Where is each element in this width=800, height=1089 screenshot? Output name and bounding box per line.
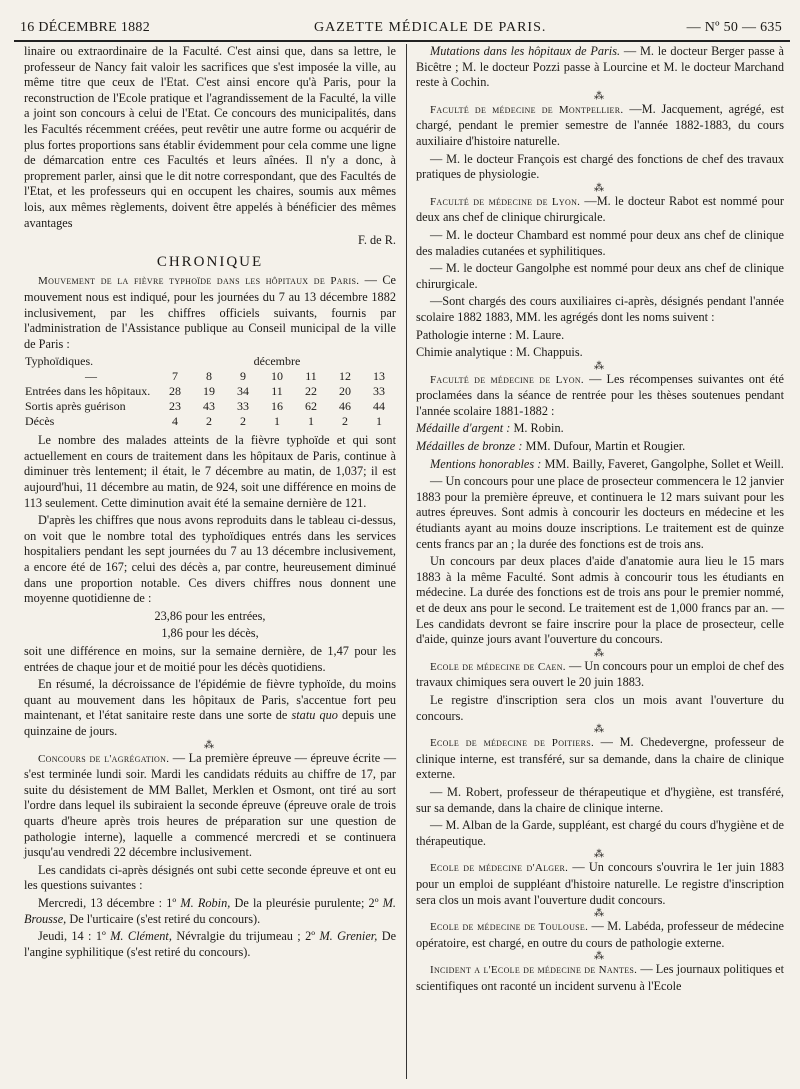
award-names: MM. Dufour, Martin et Rougier. xyxy=(525,439,686,454)
table-day: 12 xyxy=(339,369,351,384)
lyon-paragraph xyxy=(416,194,784,226)
section-separator-stars: ⁂ xyxy=(594,951,606,963)
montpellier-text: —M. Jacquement, agrégé, est chargé, pendant le premier semestre de l'année 1882-1883, du cours auxiliaire d'histoire naturelle. xyxy=(416,101,785,148)
candidate-name: M. Robin, xyxy=(180,895,231,910)
table-cell: 2 xyxy=(342,414,348,429)
table-cell: 4 xyxy=(172,414,178,429)
section-separator-stars: ⁂ xyxy=(594,908,606,920)
table-cell: 62 xyxy=(305,399,317,414)
poitiers-text: — M. Chedevergne, professeur de clinique interne, est transféré, sur sa demande, dans la chaire de clinique externe. xyxy=(416,735,785,782)
table-month: décembre xyxy=(253,354,301,369)
table-header-row xyxy=(24,354,396,369)
faculty-article-end: linaire ou extraordinaire de la Faculté. C'est ainsi que, dans sa lettre, le professeur de Nancy fait valoir les sacrifices que s'est imposée la ville, au même titre que ceux de l'Etat. C'est ainsi encore qu'à Paris, pour la reconstruction de l'Ecole pratique et l'agrandissement de la Faculté, la ville a joint son concours à celui de l'Etat. Ce concours des municipalités, dans les Facultés récemment créées, peut revêtir une autre forme ou acquérir de plus fortes proportions sans établir évidemment pour cela comme une ligne de démarcation entre ces Facultés et leurs aînées. Il n'y a donc, à proprement parler, ainsi que le dit notre correspondant, que des Facultés de l'Etat, et les professeurs qui en occupent les chaires, soumis aux mêmes lois, aux mêmes règlements, doivent être appelés à bénéficier des mêmes avantages xyxy=(24,44,396,230)
lyon-paragraph-4: —Sont chargés des cours auxiliaires ci-après, désignés pendant l'année scolaire 1882 1883, MM. les agrégés dont les noms suivent : xyxy=(416,294,784,324)
mutations-heading: Mutations dans les hôpitaux de Paris. xyxy=(430,44,621,58)
table-cell: 16 xyxy=(271,399,283,414)
agregation-text: — La première épreuve — épreuve écrite — s'est terminée lundi soir. Mardi les candidats réduits au chiffre de 17, par suite du désistement de MM Ballet, Merklen et Osmont, ont tiré au sort l'ordre dans lequel ils subiraient la seconde épreuve (épreuve orale de trois quarts d'heure après trois heures de préparation sur une question de pathologie interne), laquelle a commencé mercredi et se continuera jusqu'au vendredi 22 décembre inclusivement. xyxy=(24,750,397,860)
lyon-heading: Faculté de médecine de Lyon. xyxy=(430,373,584,386)
alger-text: — Un concours s'ouvrira le 1er juin 1883 pour un emploi de suppléant d'histoire naturelle. Le registre d'inscription sera clos un mois avant l'ouverture dudit concours. xyxy=(416,860,784,907)
award-mentions xyxy=(416,457,784,473)
table-cell: 11 xyxy=(271,384,283,399)
table-cell: 2 xyxy=(240,414,246,429)
alger-heading: Ecole de médecine d'Alger. xyxy=(430,862,569,875)
montpellier-heading: Faculté de médecine de Montpellier. xyxy=(430,103,624,116)
thursday-paragraph xyxy=(24,929,396,960)
article-signature: F. de R. xyxy=(358,233,396,248)
table-dash: — xyxy=(85,369,97,384)
candidate-name: M. Clément, xyxy=(110,929,172,944)
column-divider xyxy=(406,44,407,1079)
average-entries: 23,86 pour les entrées, xyxy=(154,608,266,623)
candidate-name: M. Grenier, xyxy=(319,929,378,944)
poitiers-paragraph-3: — M. Alban de la Garde, suppléant, est chargé du cours d'hygiène et de thérapeutique. xyxy=(416,818,784,848)
table-days-row xyxy=(24,369,396,384)
table-day: 8 xyxy=(206,369,212,384)
table-day: 7 xyxy=(172,369,178,384)
wednesday-question: De l'urticaire (s'est retiré du concours). xyxy=(69,911,261,926)
table-cell: 20 xyxy=(339,384,351,399)
table-col-label: Typhoïdiques. xyxy=(25,354,94,369)
table-cell: 1 xyxy=(308,414,314,429)
montpellier-paragraph-2: — M. le docteur François est chargé des fonctions de chef des travaux pratiques de physiologie. xyxy=(416,151,784,182)
mutations-text: — M. le docteur Berger passe à Bicêtre ; M. le docteur Pozzi passe à Lourcine et M. le docteur Marchand reste à Cochin. xyxy=(416,44,784,90)
lyon-awards-text: — Les récompenses suivantes ont été proclamées dans la séance de rentrée pour les thèses soutenues pendant l'année scolaire 1881-1882 : xyxy=(416,371,785,418)
table-row xyxy=(24,399,396,414)
section-separator-stars: ⁂ xyxy=(204,739,216,751)
caen-paragraph-2: Le registre d'inscription sera clos un mois avant l'ouverture du concours. xyxy=(416,692,784,723)
table-day: 13 xyxy=(373,369,385,384)
table-cell: 33 xyxy=(373,384,385,399)
toulouse-text: — M. Labéda, professeur de médecine opératoire, est chargé, en outre du cours de pathologie externe. xyxy=(416,919,784,950)
nantes-paragraph xyxy=(416,962,784,994)
table-day: 10 xyxy=(271,369,283,384)
award-label: Médailles de bronze : xyxy=(416,439,523,454)
row-label: Entrées dans les hôpitaux. xyxy=(25,384,151,399)
aide-anatomie-paragraph: Un concours par deux places d'aide d'anatomie aura lieu le 15 mars 1883 à la même Faculté. Sont admis à concourir tous les étudiants en médecine. La durée des fonctions est de trois ans pour le premier nommé, et de deux ans pour le second. Le traitement est de 1,000 francs par an. — Les candidats devront se faire inscrire pour la place de prosecteur, celle d'aide, quinze jours avant l'ouverture du concours. xyxy=(416,554,784,647)
wednesday-paragraph xyxy=(24,896,396,927)
nantes-text: — Les journaux politiques et scientifiques ont raconté un incident survenu à l'Ecole xyxy=(416,962,784,993)
issue-date: 16 DÉCEMBRE 1882 xyxy=(20,20,151,35)
poitiers-heading: Ecole de médecine de Poitiers. xyxy=(430,737,595,750)
table-cell: 1 xyxy=(376,414,382,429)
summary-text: En résumé, la décroissance de l'épidémie de fièvre typhoïde, du moins quant au mouvement dans les hôpitaux de Paris, s'accentue fort peu maintenant, et l'état sanitaire reste dans une sorte de xyxy=(24,677,396,723)
thursday-question: Névralgie du trijumeau ; 2º xyxy=(176,929,316,944)
section-separator-stars: ⁂ xyxy=(594,647,606,659)
summary-text-end: depuis une quinzaine de jours. xyxy=(24,708,397,738)
award-silver xyxy=(416,421,784,437)
poitiers-paragraph xyxy=(416,735,784,783)
prosecteur-paragraph: — Un concours pour une place de prosecteur commencera le 12 janvier 1883 pour la première épreuve, et continuera le 12 mars suivant pour les autres épreuves. Sont admis à concourir les docteurs en médecine et les étudiants ayant au moins douze inscriptions. Le traitement est de quinze cents francs par an ; la durée des fonctions est de trois ans. xyxy=(416,474,784,551)
wednesday-question: De la pleurésie purulente; 2º xyxy=(234,895,379,910)
toulouse-heading: Ecole de médecine de Toulouse. xyxy=(430,921,589,934)
award-names: M. Robin. xyxy=(513,421,564,436)
summary-italic: statu quo xyxy=(291,708,338,723)
summary-paragraph xyxy=(24,677,396,739)
table-cell: 34 xyxy=(237,384,249,399)
section-separator-stars: ⁂ xyxy=(594,849,606,861)
lyon-heading: Faculté de médecine de Lyon. xyxy=(430,195,581,208)
award-label: Mentions honorables : xyxy=(430,456,542,471)
typhoid-paragraph xyxy=(24,273,396,352)
thursday-text: Jeudi, 14 : 1º xyxy=(38,929,106,944)
candidate-name: M. Brousse, xyxy=(24,895,396,926)
table-cell: 44 xyxy=(373,399,385,414)
course-item: Chimie analytique : M. Chappuis. xyxy=(416,345,583,360)
chronique-title: CHRONIQUE xyxy=(156,253,264,270)
poitiers-paragraph-2: — M. Robert, professeur de thérapeutique et d'hygiène, est transféré, sur sa demande, dans la chaire de clinique interne. xyxy=(416,784,784,815)
left-column xyxy=(24,44,396,962)
right-column xyxy=(416,44,784,996)
issue-page-number: — Nº 50 — 635 xyxy=(686,20,782,35)
journal-title: GAZETTE MÉDICALE DE PARIS. xyxy=(314,20,547,35)
award-label: Médaille d'argent : xyxy=(416,421,511,436)
lyon-awards-paragraph xyxy=(416,372,784,420)
average-deaths: 1,86 pour les décès, xyxy=(161,626,259,641)
caen-paragraph xyxy=(416,659,784,691)
table-cell: 1 xyxy=(274,414,280,429)
table-cell: 46 xyxy=(339,399,351,414)
section-separator-stars: ⁂ xyxy=(594,360,606,372)
section-separator-stars: ⁂ xyxy=(594,90,606,102)
candidates-paragraph: Les candidats ci-après désignés ont subi cette seconde épreuve et ont eu les questions suivantes : xyxy=(24,862,396,893)
caen-text: — Un concours pour un emploi de chef des travaux chimiques sera ouvert le 20 juin 1883. xyxy=(416,658,784,690)
header-rule xyxy=(14,40,790,42)
lyon-paragraph-3: — M. le docteur Gangolphe est nommé pour deux ans chef de clinique chirurgicale. xyxy=(416,261,784,291)
table-cell: 2 xyxy=(206,414,212,429)
toulouse-paragraph xyxy=(416,919,784,951)
table-row xyxy=(24,414,396,429)
table-day: 9 xyxy=(240,369,246,384)
page-header xyxy=(14,16,790,42)
wednesday-text: Mercredi, 13 décembre : 1º xyxy=(38,895,177,910)
patients-paragraph: Le nombre des malades atteints de la fièvre typhoïde et qui sont actuellement en cours de traitement dans les hôpitaux de Paris, continue à diminuer très lentement; il était, le 7 décembre au matin, de 1,037; il est aujourd'hui, 11 décembre au matin, de 924, soit une différence en moins de 113 seulement. Cette diminution avait été la semaine dernière de 121. xyxy=(24,433,396,510)
section-separator-stars: ⁂ xyxy=(594,182,606,194)
table-row xyxy=(24,384,396,399)
table-cell: 43 xyxy=(203,399,215,414)
table-cell: 19 xyxy=(203,384,215,399)
thursday-question: De l'angine syphilitique (s'est retiré du concours). xyxy=(24,929,397,959)
agregation-heading: Concours de l'agrégation. xyxy=(38,752,170,765)
agregation-paragraph xyxy=(24,751,396,861)
table-cell: 33 xyxy=(237,399,249,414)
award-names: MM. Bailly, Faveret, Gangolphe, Sollet et Weill. xyxy=(544,456,784,471)
lyon-paragraph-2: — M. le docteur Chambard est nommé pour deux ans chef de clinique des maladies cutanées et syphilitiques. xyxy=(416,227,784,258)
lyon-text: —M. le docteur Rabot est nommé pour deux ans chef de clinique chirurgicale. xyxy=(416,193,784,225)
figures-paragraph: D'après les chiffres que nous avons reproduits dans le tableau ci-dessus, on voit que le nombre total des typhoïdiques entrés dans les services hospitaliers pendant les sept journées du 7 au 13 décembre inclusivement, a encore été de 167; celui des décès a, par contre, heureusement diminué dans une proportion notable. Ces divers chiffres nous donnent une moyenne quotidienne de : xyxy=(24,513,396,606)
course-item: Pathologie interne : M. Laure. xyxy=(416,327,565,342)
table-cell: 22 xyxy=(305,384,317,399)
row-label: Décès xyxy=(25,414,55,429)
section-separator-stars: ⁂ xyxy=(594,724,606,736)
nantes-heading: Incident a l'Ecole de médecine de Nantes. xyxy=(430,964,638,977)
typhoid-table xyxy=(24,354,396,429)
table-day: 11 xyxy=(305,369,317,384)
typhoid-heading: Mouvement de la fièvre typhoïde dans les hôpitaux de Paris. xyxy=(38,275,360,288)
difference-paragraph: soit une différence en moins, sur la semaine dernière, de 1,47 pour les entrées de chaque jour et de moitié pour les décès quotidiens. xyxy=(24,644,396,674)
typhoid-intro: — Ce mouvement nous est indiqué, pour les journées du 7 au 13 décembre 1882 inclusivement, par les chiffres officiels suivants, fournis par l'administration de l'Assistance publique au Conseil municipal de la ville de Paris : xyxy=(24,273,396,351)
mutations-paragraph xyxy=(416,44,784,91)
row-label: Sortis après guérison xyxy=(25,399,126,414)
table-cell: 23 xyxy=(169,399,181,414)
alger-paragraph xyxy=(416,860,784,908)
montpellier-paragraph xyxy=(416,102,784,150)
table-cell: 28 xyxy=(169,384,181,399)
caen-heading: Ecole de médecine de Caen. xyxy=(430,660,566,673)
award-bronze xyxy=(416,439,784,455)
